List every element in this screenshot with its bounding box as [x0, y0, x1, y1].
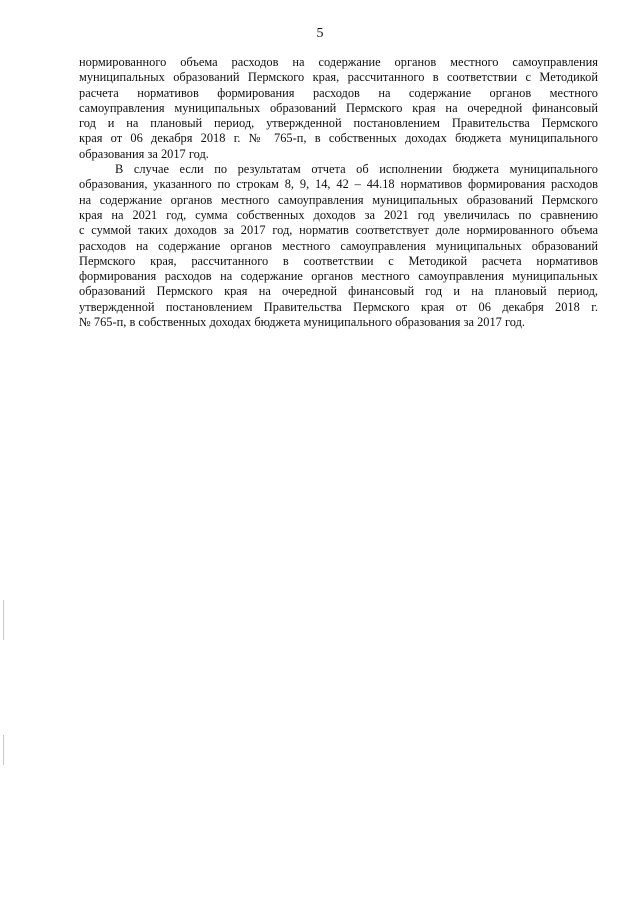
text-line: формирования расходов на содержание органов местного самоуправления муниципальных	[79, 269, 598, 284]
scan-edge-mark	[3, 735, 4, 765]
text-line: № 765-п, в собственных доходах бюджета муниципального образования за 2017 год.	[79, 315, 525, 330]
paragraph-2	[79, 162, 598, 330]
text-line: края на 2021 год, сумма собственных доходов за 2021 год увеличилась по сравнению	[79, 207, 598, 222]
text-line: образования, указанного по строкам 8, 9, 14, 42 – 44.18 нормативов формирования расходов	[79, 177, 598, 192]
document-body	[79, 55, 598, 330]
text-line: Пермского края, рассчитанного в соответствии с Методикой расчета нормативов	[79, 253, 598, 268]
text-line: образований Пермского края на очередной финансовый год и на плановый период,	[79, 284, 598, 299]
text-line: самоуправления муниципальных образований Пермского края на очередной финансовый	[79, 100, 598, 115]
text-line: год и на плановый период, утвержденной постановлением Правительства Пермского	[79, 116, 598, 131]
page-number: 5	[316, 26, 324, 41]
text-line: расходов на содержание органов местного самоуправления муниципальных образований	[79, 238, 598, 253]
text-line: на содержание органов местного самоуправления муниципальных образований Пермского	[79, 192, 598, 207]
paragraph-1	[79, 55, 598, 162]
scan-edge-mark	[3, 600, 4, 640]
text-line: нормированного объема расходов на содержание органов местного самоуправления	[79, 55, 598, 69]
text-line: расчета нормативов формирования расходов на содержание органов местного	[79, 85, 598, 100]
text-line: образования за 2017 год.	[79, 146, 209, 161]
text-line: с суммой таких доходов за 2017 год, норматив соответствует доле нормированного объема	[79, 223, 598, 238]
text-line: В случае если по результатам отчета об исполнении бюджета муниципального	[115, 162, 598, 177]
text-line: муниципальных образований Пермского края, рассчитанного в соответствии с Методикой	[79, 70, 598, 85]
text-line: края от 06 декабря 2018 г. № 765-п, в собственных доходах бюджета муниципального	[79, 131, 598, 146]
text-line: утвержденной постановлением Правительства Пермского края от 06 декабря 2018 г.	[79, 299, 598, 314]
